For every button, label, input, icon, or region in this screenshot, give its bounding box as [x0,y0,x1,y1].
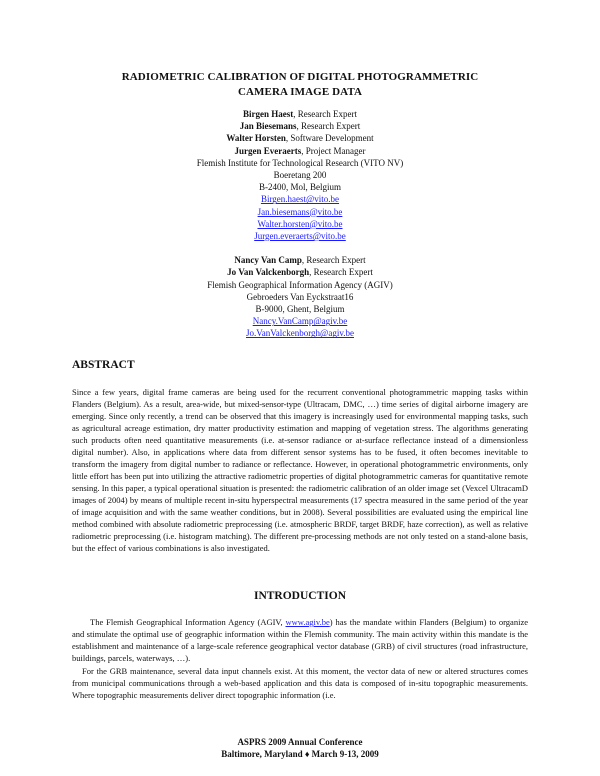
intro-text-before-link: The Flemish Geographical Information Agency (AGIV, [90,617,286,627]
author-line [60,108,540,120]
author-name: Jo Van Valckenborgh [227,267,310,278]
author-line [60,254,540,266]
author-role: , Research Expert [296,121,361,132]
author-name: Birgen Haest [243,109,294,119]
email-link[interactable]: Jurgen.everaerts@vito.be [254,231,346,242]
address-street: Gebroeders Van Eyckstraat16 [246,291,354,302]
title-line-1: RADIOMETRIC CALIBRATION OF DIGITAL PHOTOGRAMMETRIC [121,71,479,83]
institution: Flemish Institute for Technological Research (VITO NV) [196,157,404,168]
email-link[interactable]: Nancy.VanCamp@agiv.be [252,316,348,327]
address-city: B-2400, Mol, Belgium [258,182,341,193]
address-city: B-9000, Ghent, Belgium [255,304,345,315]
author-role: , Research Expert [293,109,357,119]
paper-title [70,70,530,100]
author-name: Walter Horsten [226,133,286,144]
author-line [60,266,540,278]
agiv-website-link[interactable]: www.agiv.be [285,617,330,627]
institution: Flemish Geographical Information Agency (AGIV) [207,279,393,290]
introduction-paragraph-1 [72,616,528,664]
introduction-paragraph-2: For the GRB maintenance, several data input channels exist. At this moment, the vector data of new or altered structures comes from municipal communications through a web-based application and this data is composed of in-situ topographic measurements. Where topographic measurements deliver direct topographic information (i.e. [72,666,528,700]
address-street: Boeretang 200 [273,170,327,181]
author-name: Jan Biesemans [239,121,297,132]
author-block [60,108,540,340]
introduction-heading: INTRODUCTION [253,590,346,602]
footer-location-date: Baltimore, Maryland ♦ March 9-13, 2009 [221,749,379,759]
author-role: , Research Expert [309,267,373,278]
footer-conference: ASPRS 2009 Annual Conference [237,737,363,747]
email-link[interactable]: Jo.VanValckenborgh@agiv.be [245,328,354,339]
author-role: , Research Expert [301,255,366,266]
author-role: , Project Manager [301,145,366,156]
abstract-text: Since a few years, digital frame cameras are being used for the recurrent conventional photogrammetric mapping tasks within Flanders (Belgium). As a result, area-wide, but mixed-sensor-type (Ultracam, DMC, …) time series of digital airborne imagery are emerging. Since only recently, a trend can be observed that this imagery is increasingly used for environmental mapping tasks, such as agricultural acreage estimation, dry matter productivity estimation and mapping of vegetation stress. The algorithms generating such products often need quantitative measurements (i.e. at-sensor radiance or at-surface reflectance instead of a dimensionless digital number). Also, in applications where data from different sensor systems has to be fused, it often becomes inevitable to transform the imagery from digital number to radiance or reflectance. However, in operational photogrammetric environments, only little effort has been put into utilizing the attractive radiometric properties of digital photogrammetric cameras for quantitative remote sensing. In this paper, a typical operational situation is presented: the radiometric calibration of an older image set (Vexcel UltracamD images of 2004) by means of multiple recent in-situ hyperspectral measurements (17 spectra measured in the same period of the year of image acquisition and with the same weather conditions, but in 2008). Several possibilities are evaluated using the empirical line method combined with absolute radiometric preprocessing (i.e. atmospheric BRDF, target BRDF, haze correction), as well as relative radiometric preprocessing (i.e. histogram matching). The different pre-processing methods are not only tested on a stand-alone basis, but the effect of various combinations is also investigated. [72,387,528,553]
page-footer [0,736,600,760]
email-link[interactable]: Walter.horsten@vito.be [257,218,343,229]
email-link[interactable]: Jan.biesemans@vito.be [257,206,343,217]
author-name: Jurgen Everaerts [234,145,302,156]
author-line [60,132,540,144]
author-line [60,145,540,157]
author-role: , Software Development [285,133,374,144]
abstract-heading: ABSTRACT [72,359,135,371]
intro-text-after-link: ) has the mandate within Flanders (Belgium) to organize and stimulate the optimal use of geographic information within the Flemish community. The main activity within this mandate is the establishment and maintenance of a large-scale reference geographical vector database (GRB) of civil structures (road infrastructure, buildings, parcels, waterways, …). [72,617,528,663]
email-link[interactable]: Birgen.haest@vito.be [260,194,340,205]
title-line-2: CAMERA IMAGE DATA [237,86,363,98]
author-line [60,120,540,132]
author-name: Nancy Van Camp [234,255,302,266]
